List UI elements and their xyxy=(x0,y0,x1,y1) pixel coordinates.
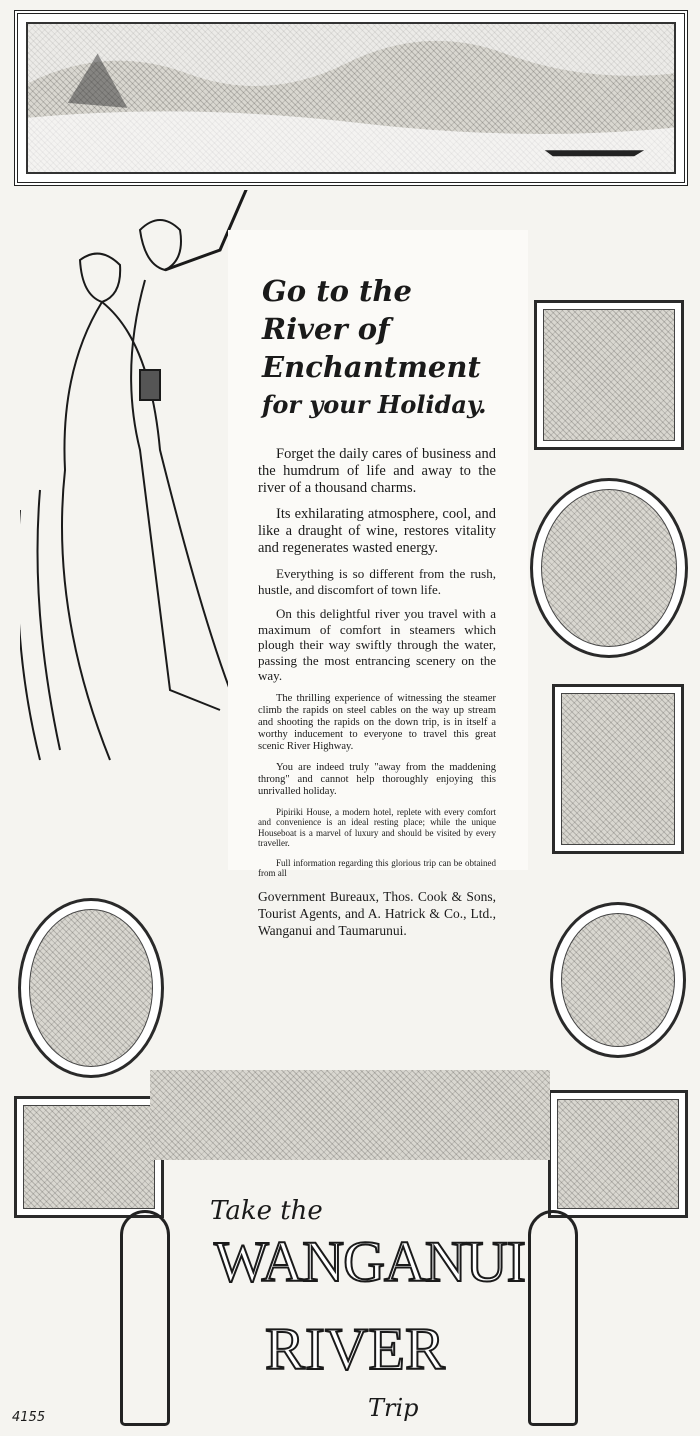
vignette-left-houseboat-image xyxy=(23,1105,155,1209)
bottom-landscape xyxy=(150,1070,550,1160)
women-figures xyxy=(20,190,250,770)
paragraph-rapids: The thrilling experience of witnessing the steamer climb the rapids on steel cables on the way up stream and shooting the rapids on the down trip, is in itself a worthy inducement to everyone to travel this great scenic River Highway. xyxy=(258,692,496,752)
vignette-left-oval xyxy=(18,898,164,1078)
paragraph-steamers: On this delightful river you travel with a maximum of comfort in steamers which plough their way swiftly through the water, passing the most entrancing scenery on the way. xyxy=(258,606,496,683)
paragraph-atmosphere: Its exhilarating atmosphere, cool, and like a draught of wine, restores vitality and regenerates wasted energy. xyxy=(258,506,496,556)
scroll-left xyxy=(120,1210,170,1426)
vignette-right-1-image xyxy=(543,309,675,441)
reference-number: 4155 xyxy=(12,1410,46,1425)
panorama-engraving xyxy=(26,22,676,174)
footer-trip: Trip xyxy=(368,1394,419,1422)
vignette-left-oval-image xyxy=(29,909,153,1067)
panorama-scene xyxy=(28,24,674,172)
paragraph-agents: Government Bureaux, Thos. Cook & Sons, Tourist Agents, and A. Hatrick & Co., Ltd., Wanganui and Taumarunui. xyxy=(258,888,496,938)
paragraph-information: Full information regarding this glorious trip can be obtained from all xyxy=(258,857,496,878)
vignette-right-oval-2 xyxy=(550,902,686,1058)
paragraph-throng: You are indeed truly "away from the maddening throng" and cannot help thoroughly enjoying this unrivalled holiday. xyxy=(258,761,496,797)
footer-river: RIVER xyxy=(265,1316,445,1382)
footer-wanganui: WANGANUI xyxy=(214,1229,525,1294)
headline-line-1: Go to the xyxy=(262,274,412,308)
paragraph-cares: Forget the daily cares of business and the humdrum of life and away to the river of a thousand charms. xyxy=(258,446,496,496)
vignette-right-oval-1-image xyxy=(541,489,677,647)
paragraph-pipiriki: Pipiriki House, a modern hotel, replete with every comfort and convenience is an ideal resting place; while the unique Houseboat is a marvel of luxury and should be visited by every traveller. xyxy=(258,806,496,848)
headline-line-3: Enchantment xyxy=(262,350,481,384)
vignette-right-oval-1 xyxy=(530,478,688,658)
vignette-right-oval-2-image xyxy=(561,913,675,1047)
headline-line-2: River of xyxy=(262,312,390,346)
scroll-right xyxy=(528,1210,578,1426)
headline-line-4: for your Holiday. xyxy=(262,390,487,419)
headline xyxy=(262,272,522,424)
body-copy xyxy=(258,446,496,948)
vignette-right-2-image xyxy=(561,693,675,845)
vignette-right-3-image xyxy=(557,1099,679,1209)
vignette-right-3 xyxy=(548,1090,688,1218)
vignette-right-1 xyxy=(534,300,684,450)
women-illustration xyxy=(20,190,250,770)
top-river-panorama xyxy=(14,10,688,186)
paragraph-different: Everything is so different from the rush, hustle, and discomfort of town life. xyxy=(258,566,496,597)
vignette-right-2 xyxy=(552,684,684,854)
footer-take-the: Take the xyxy=(210,1196,323,1226)
vignette-left-houseboat xyxy=(14,1096,164,1218)
